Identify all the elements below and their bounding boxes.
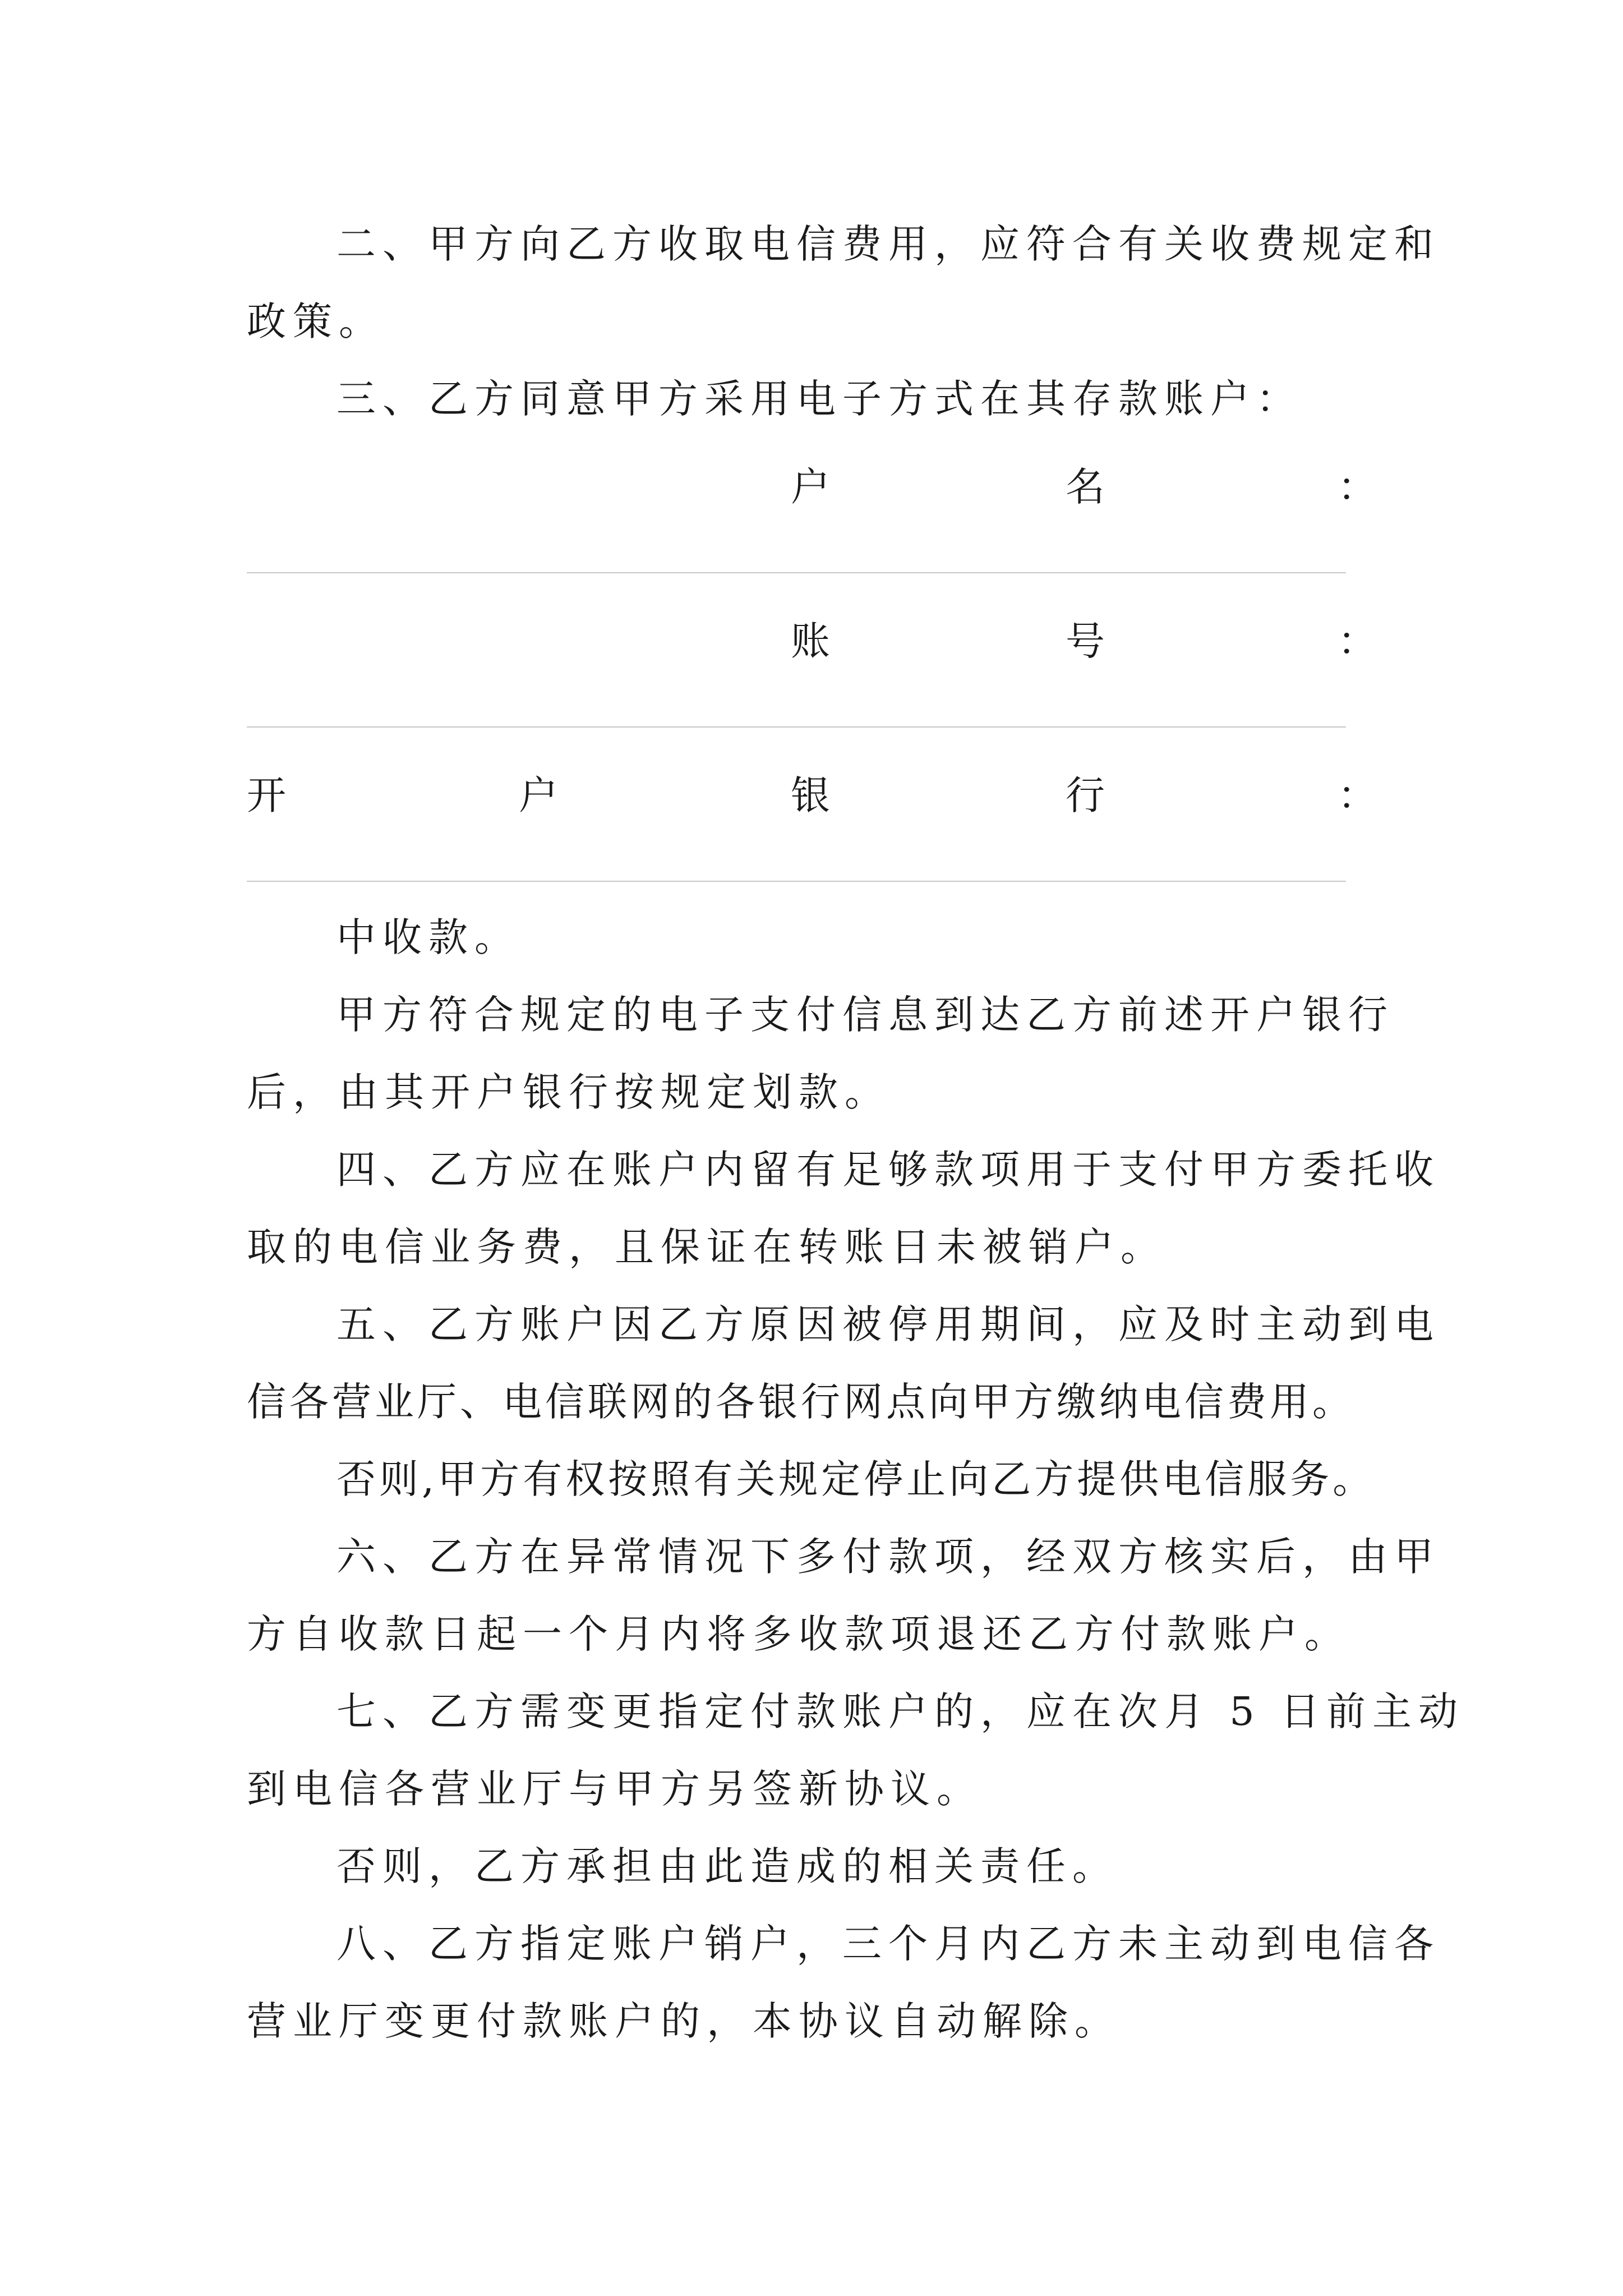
account-number-label-2: 号 <box>1066 618 1105 664</box>
bank-blank-line <box>247 881 1346 882</box>
account-name-blank-line <box>247 572 1346 573</box>
clause-6-line-1: 六、乙方在异常情况下多付款项，经双方核实后，由甲 <box>336 1534 1440 1580</box>
bank-label-2: 户 <box>519 772 558 818</box>
bank-label-4: 行 <box>1066 772 1105 818</box>
bank-label-1: 开 <box>247 772 286 818</box>
clause-4-line-2: 取的电信业务费，且保证在转账日未被销户。 <box>247 1224 1166 1270</box>
account-name-label-2: 名 <box>1066 464 1105 510</box>
bank-colon: ： <box>1338 772 1377 818</box>
body-line-2: 甲方符合规定的电子支付信息到达乙方前述开户银行 <box>336 992 1394 1038</box>
account-number-blank-line <box>247 726 1346 728</box>
body-line-3: 后，由其开户银行按规定划款。 <box>247 1069 891 1115</box>
clause-6-line-2: 方自收款日起一个月内将多收款项退还乙方付款账户。 <box>247 1611 1350 1657</box>
clause-7-line-1: 七、乙方需变更指定付款账户的，应在次月 5 日前主动 <box>336 1688 1465 1734</box>
account-name-row <box>247 455 1377 510</box>
body-line-1: 中收款。 <box>336 914 520 960</box>
account-number-row <box>247 610 1377 664</box>
account-number-colon: ： <box>1338 618 1377 664</box>
bank-row <box>247 764 1377 818</box>
bank-label-3: 银 <box>791 772 830 818</box>
clause-8-line-2: 营业厅变更付款账户的，本协议自动解除。 <box>247 1998 1121 2044</box>
clause-2-line-1: 二、甲方向乙方收取电信费用，应符合有关收费规定和 <box>336 221 1440 267</box>
clause-7-line-3: 否则，乙方承担由此造成的相关责任。 <box>336 1843 1118 1889</box>
clause-2-line-2: 政策。 <box>247 298 385 344</box>
clause-8-line-1: 八、乙方指定账户销户，三个月内乙方未主动到电信各 <box>336 1921 1440 1967</box>
clause-3-line-1: 三、乙方同意甲方采用电子方式在其存款账户： <box>336 376 1302 422</box>
account-number-label-1: 账 <box>791 618 830 664</box>
clause-5-line-3: 否则,甲方有权按照有关规定停止向乙方提供电信服务。 <box>336 1456 1376 1502</box>
clause-7-line-2: 到电信各营业厅与甲方另签新协议。 <box>247 1766 983 1812</box>
clause-4-line-1: 四、乙方应在账户内留有足够款项用于支付甲方委托收 <box>336 1147 1440 1193</box>
account-name-colon: ： <box>1338 464 1377 510</box>
account-name-label-1: 户 <box>791 464 830 510</box>
clause-5-line-2: 信各营业厅、电信联网的各银行网点向甲方缴纳电信费用。 <box>247 1379 1355 1425</box>
clause-5-line-1: 五、乙方账户因乙方原因被停用期间，应及时主动到电 <box>336 1301 1440 1347</box>
